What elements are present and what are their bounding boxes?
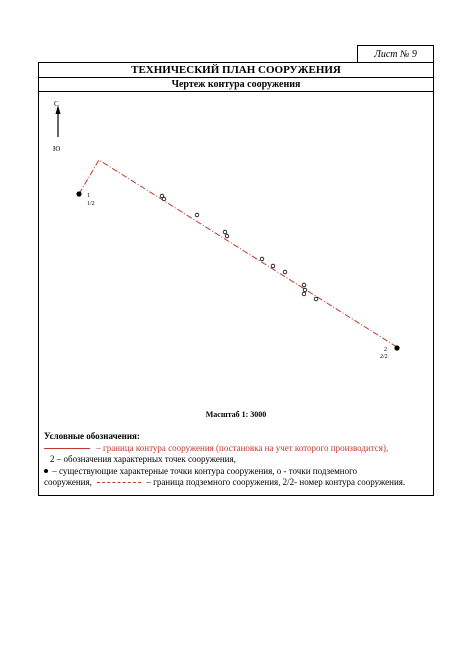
- underground-point: [283, 270, 287, 274]
- underground-point: [302, 283, 306, 287]
- legend-item-existing: [44, 466, 430, 478]
- legend-item-underground: [44, 477, 430, 489]
- underground-point: [303, 288, 307, 292]
- legend-item-points: [44, 454, 430, 466]
- characteristic-point-start: [76, 191, 81, 196]
- underground-point: [162, 197, 166, 201]
- filled-point-icon: [44, 469, 48, 473]
- legend-item-existing-text: – существующие характерные точки контура сооружения, о - точки подземного: [50, 465, 358, 476]
- legend: [44, 431, 430, 489]
- legend-item-underground-text-a: сооружения,: [44, 477, 95, 487]
- legend-item-underground-text-b: – граница подземного сооружения, 2/2- номер контура сооружения.: [144, 477, 406, 487]
- point-2-number: 2: [384, 347, 387, 353]
- legend-item-boundary-text: – граница контура сооружения (постановка на учет которого производится),: [94, 442, 389, 453]
- underground-point: [260, 257, 264, 261]
- legend-point-number: 2: [50, 454, 55, 464]
- underground-points: [160, 194, 318, 301]
- underground-point: [271, 264, 275, 268]
- legend-title: Условные обозначения:: [44, 431, 140, 441]
- characteristic-point-end: [394, 345, 399, 350]
- compass-north-label: С: [54, 100, 59, 108]
- north-arrow-icon: [56, 105, 61, 137]
- underground-point: [225, 234, 229, 238]
- underground-point: [314, 297, 318, 301]
- underground-point: [195, 213, 199, 217]
- legend-item-points-text: – обозначения характерных точек сооружения,: [54, 454, 236, 464]
- underground-point: [302, 292, 306, 296]
- sheet-number: Лист № 9: [357, 45, 434, 62]
- point-1-contour: 1/2: [87, 201, 95, 207]
- underground-point: [223, 230, 227, 234]
- underground-boundary-sample: [97, 482, 141, 483]
- page-title: ТЕХНИЧЕСКИЙ ПЛАН СООРУЖЕНИЯ: [38, 62, 434, 78]
- point-2-contour: 2/2: [380, 354, 388, 360]
- legend-item-boundary: [44, 443, 430, 455]
- contour-drawing: [38, 92, 434, 432]
- point-1-number: 1: [87, 193, 90, 199]
- scale-label: Масштаб 1: 3000: [205, 410, 267, 419]
- boundary-line-sample: [44, 448, 90, 449]
- page-subtitle: Чертеж контура сооружения: [38, 78, 434, 92]
- contour-boundary-line: [79, 160, 397, 347]
- compass-south-label: Ю: [53, 145, 61, 153]
